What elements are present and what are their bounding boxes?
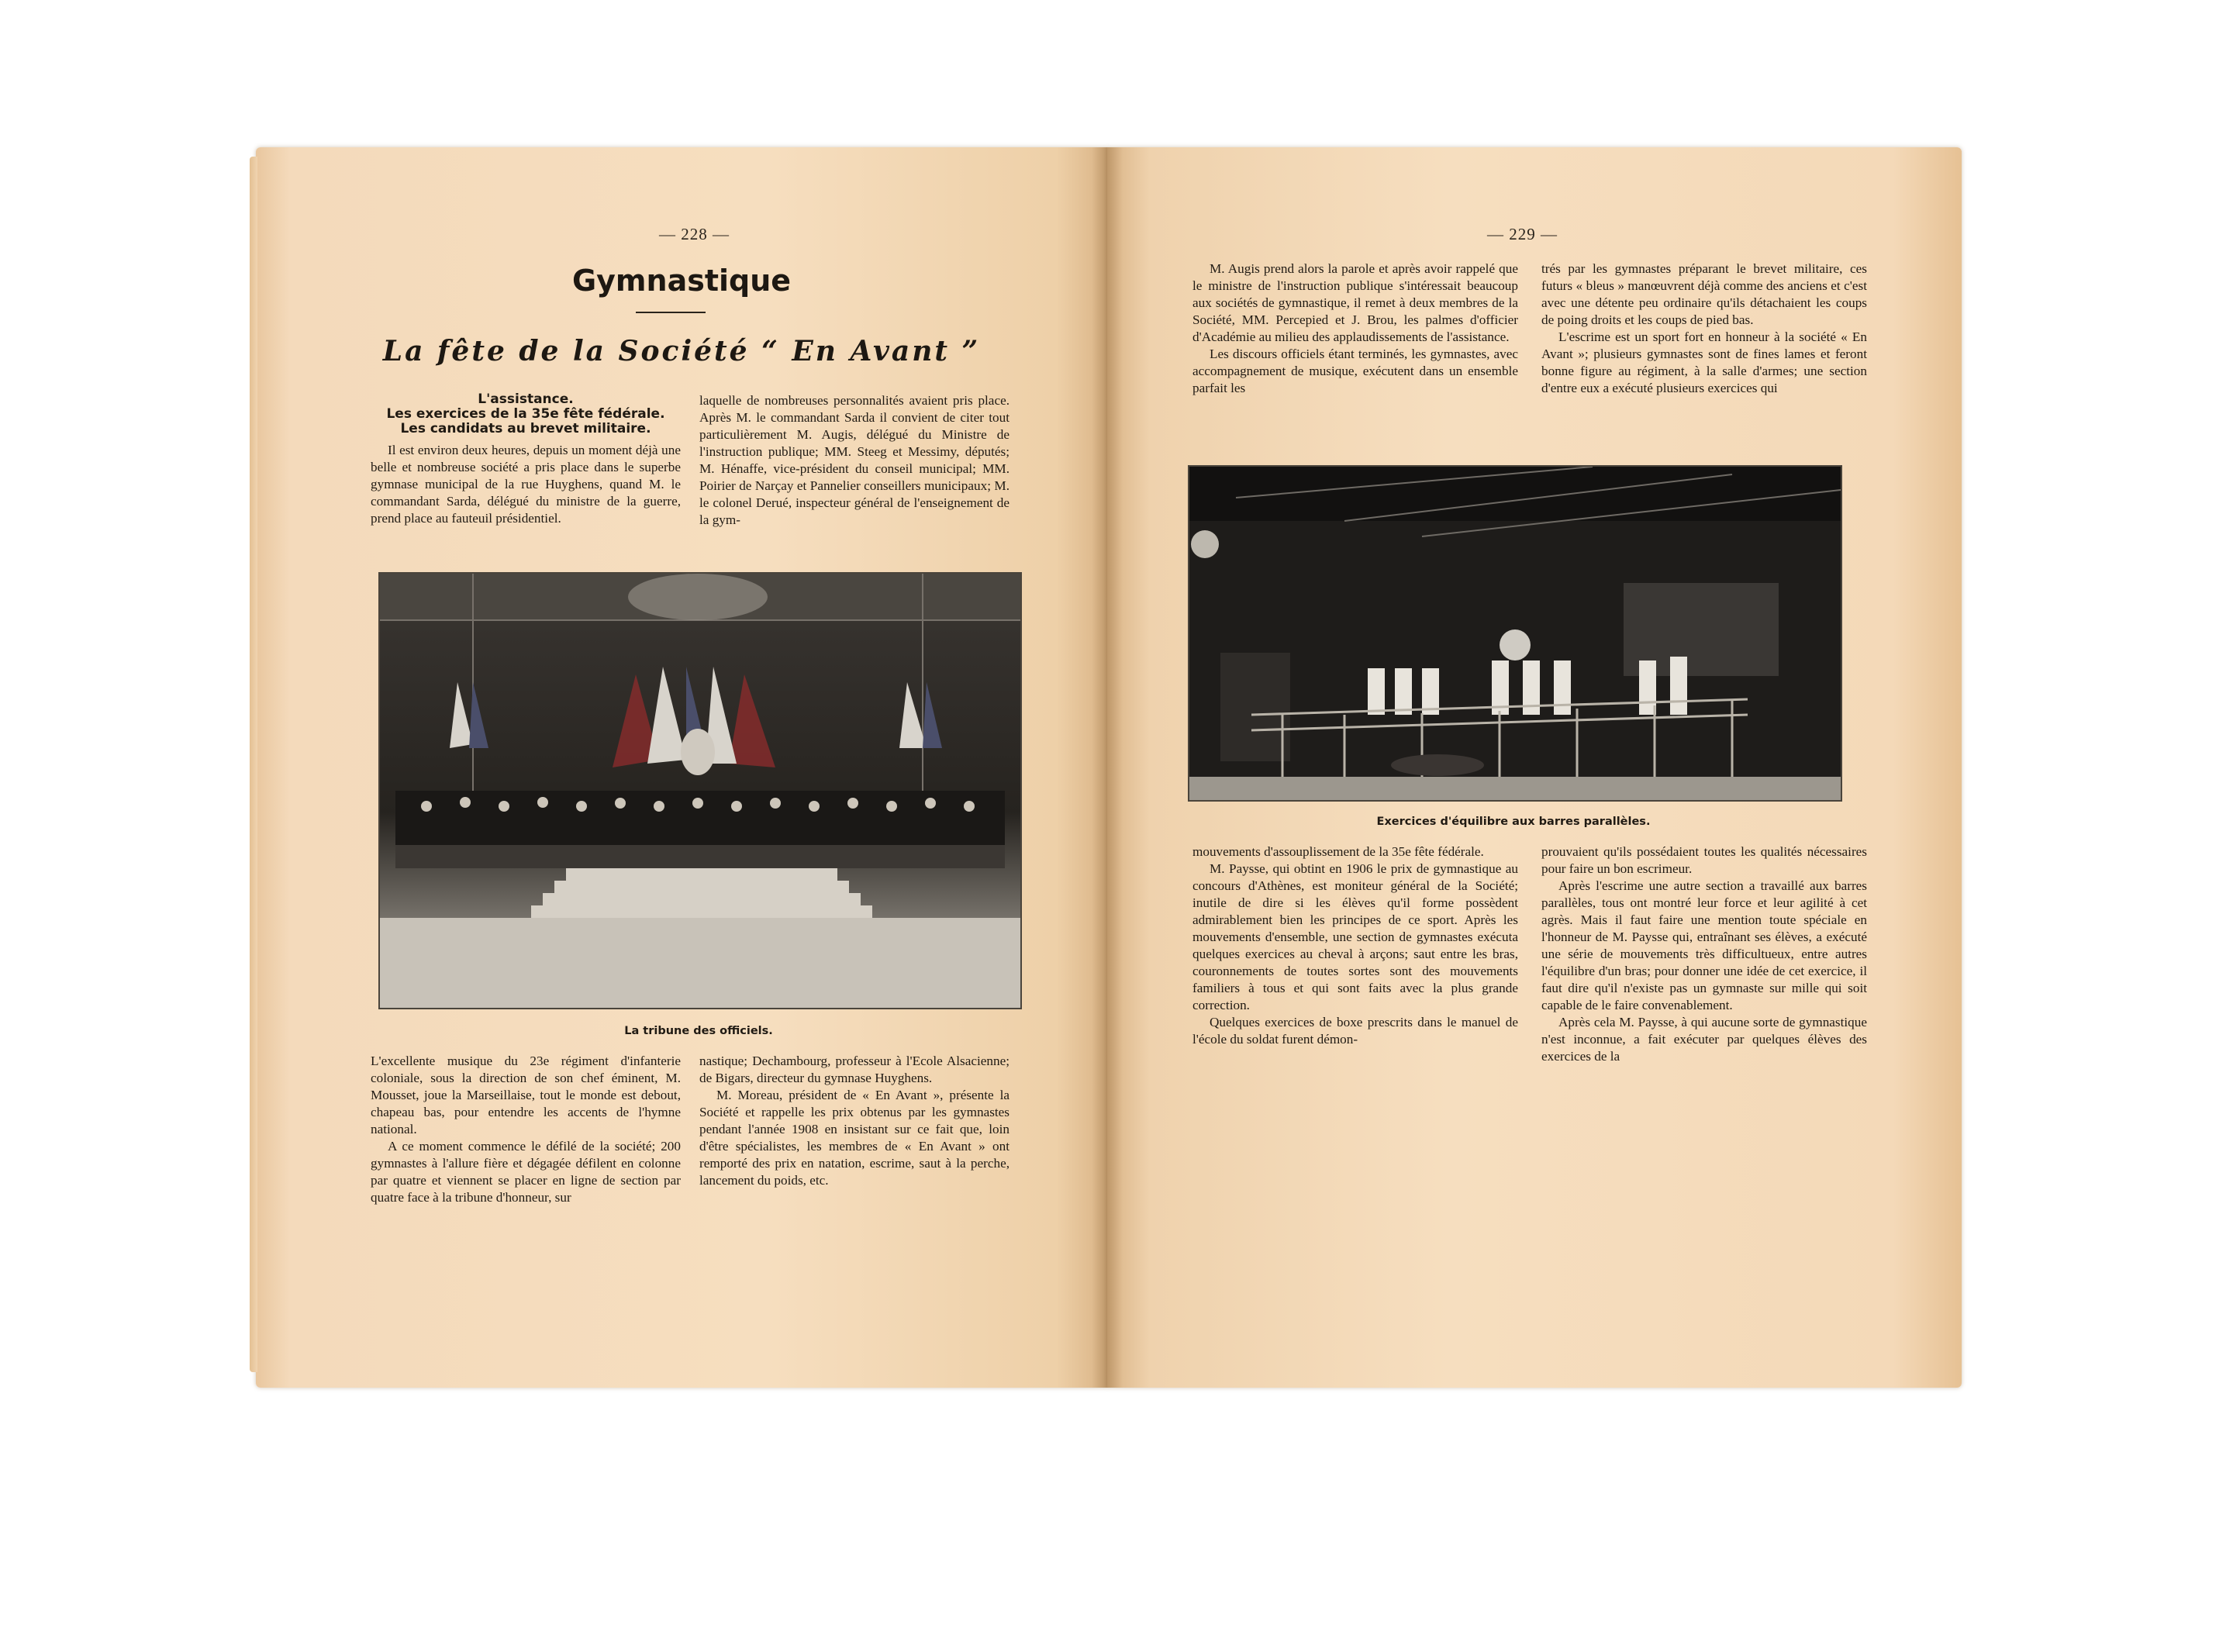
right-col1-top — [1192, 260, 1518, 397]
photo-caption: Exercices d'équilibre aux barres parallèles. — [1376, 816, 1651, 828]
book-gutter — [1092, 147, 1123, 1388]
left-col2-top — [699, 392, 1010, 529]
parallel-bars-photo-illustration — [1189, 467, 1841, 800]
paragraph: M. Moreau, président de « En Avant », présente la Société et rappelle les prix obtenus par les gymnastes pendant l'année 1908 en insistant sur ce fait que, loin d'être spécialistes, les membres de « En Avant » ont remporté des prix en natation, escrime, saut à la perche, lancement du poids, etc. — [699, 1088, 1010, 1188]
photo-caption: La tribune des officiels. — [624, 1025, 773, 1037]
tribune-photo-illustration — [380, 574, 1020, 1008]
page-title: Gymnastique — [571, 264, 792, 298]
article-subtitle: La fête de la Société “ En Avant ” — [382, 335, 981, 367]
paragraph: trés par les gymnastes préparant le brevet militaire, ces futurs « bleus » manœuvrent déjà comme des anciens et c'est avec une détente peu ordinaire qu'ils détachaient les coups de poing droits et les coups de pied bas. — [1541, 261, 1867, 327]
paragraph: Après cela M. Paysse, à qui aucune sorte de gymnastique n'est inconnue, a fait exécuter par quelques élèves des exercices de la — [1541, 1015, 1867, 1064]
heading-1: L'assistance. — [478, 391, 574, 407]
paragraph: laquelle de nombreuses personnalités avaient pris place. Après M. le commandant Sarda il convient de citer tout particulièrement M. Augis, délégué du Ministre de l'instruction publique; MM. Steeg et Messimy, députés; M. Hénaffe, vice-président du conseil municipal; MM. Poirier de Narçay et Pannelier conseillers municipaux; M. le colonel Derué, inspecteur général de l'enseignement de la gym- — [699, 393, 1010, 527]
right-col1-bottom — [1192, 843, 1518, 1048]
paragraph: nastique; Dechambourg, professeur à l'Ecole Alsacienne; de Bigars, directeur du gymnase Huyghens. — [699, 1054, 1010, 1085]
heading-2: Les exercices de la 35e fête fédérale. — [386, 406, 665, 422]
paragraph: M. Paysse, qui obtint en 1906 le prix de gymnastique au concours d'Athènes, est moniteur général de la Société; inutile de dire si les élèves qu'il forme possèdent admirablement bien les principes de ce sport. Après les mouvements d'ensemble, une section de gymnastes exécuta quelques exercices au cheval à arçons; saut entre les bras, couronnements de toutes sortes sont des mouvements familiers à tous et qui sont faits avec la plus grande correction. — [1192, 861, 1518, 1012]
magazine-spread — [256, 147, 1962, 1388]
left-page — [256, 147, 1107, 1388]
left-col2-bottom — [699, 1053, 1010, 1189]
right-col2-bottom — [1541, 843, 1867, 1065]
left-col1-top — [371, 442, 681, 527]
right-col2-top — [1541, 260, 1867, 397]
paragraph: L'escrime est un sport fort en honneur à la société « En Avant »; plusieurs gymnastes sont de fines lames et feront bonne figure au régiment, à la salle d'armes; une section d'entre eux a exécuté plusieurs exercices qui — [1541, 329, 1867, 395]
page-number: — 228 — — [659, 225, 730, 243]
page-number: — 229 — — [1487, 225, 1558, 243]
heading-3: Les candidats au brevet militaire. — [400, 421, 651, 436]
paragraph: Les discours officiels étant terminés, les gymnastes, avec accompagnement de musique, exécutent dans un ensemble parfait les — [1192, 347, 1518, 395]
paragraph: M. Augis prend alors la parole et après avoir rappelé que le ministre de l'instruction publique s'intéressait beaucoup aux sociétés de gymnastique, il remet à deux membres de la Société, MM. Percepied et J. Brou, les palmes d'officier d'Académie au milieu des applaudissements de l'assistance. — [1192, 261, 1518, 344]
section-headings — [371, 392, 681, 436]
photo-parallel-bars — [1188, 465, 1842, 802]
paragraph: mouvements d'assouplissement de la 35e fête fédérale. — [1192, 844, 1484, 859]
paragraph: L'excellente musique du 23e régiment d'infanterie coloniale, sous la direction de son chef éminent, M. Mousset, joue la Marseillaise, tout le monde est debout, chapeau bas, pour entendre les accents de l'hymne national. — [371, 1054, 681, 1136]
left-col1-bottom — [371, 1053, 681, 1206]
paragraph: Il est environ deux heures, depuis un moment déjà une belle et nombreuse société a pris place dans le superbe gymnase municipal de la rue Huyghens, quand M. le commandant Sarda, délégué du ministre de la guerre, prend place au fauteuil présidentiel. — [371, 443, 681, 526]
paragraph: A ce moment commence le défilé de la société; 200 gymnastes à l'allure fière et dégagée défilent en colonne par quatre et viennent se placer en ligne de section par quatre face à la tribune d'honneur, sur — [371, 1139, 681, 1205]
title-rule — [636, 312, 706, 313]
right-page — [1107, 147, 1962, 1388]
paragraph: Quelques exercices de boxe prescrits dans le manuel de l'école du soldat furent démon- — [1192, 1015, 1518, 1047]
paragraph: prouvaient qu'ils possédaient toutes les qualités nécessaires pour faire un bon escrimeur. — [1541, 844, 1867, 876]
paragraph: Après l'escrime une autre section a travaillé aux barres parallèles, tous ont montré leur force et leur agilité à cet agrès. Mais il faut faire une mention toute spéciale en l'honneur de M. Paysse qui, entraînant ses élèves, a exécuté une série de mouvements très difficultueux, entre autres l'équilibre d'un bras; pour donner une idée de cet exercice, il faut dire qu'il n'existe pas un gymnaste sur mille qui soit capable de le faire convenablement. — [1541, 878, 1867, 1012]
photo-official-tribune — [378, 572, 1022, 1009]
